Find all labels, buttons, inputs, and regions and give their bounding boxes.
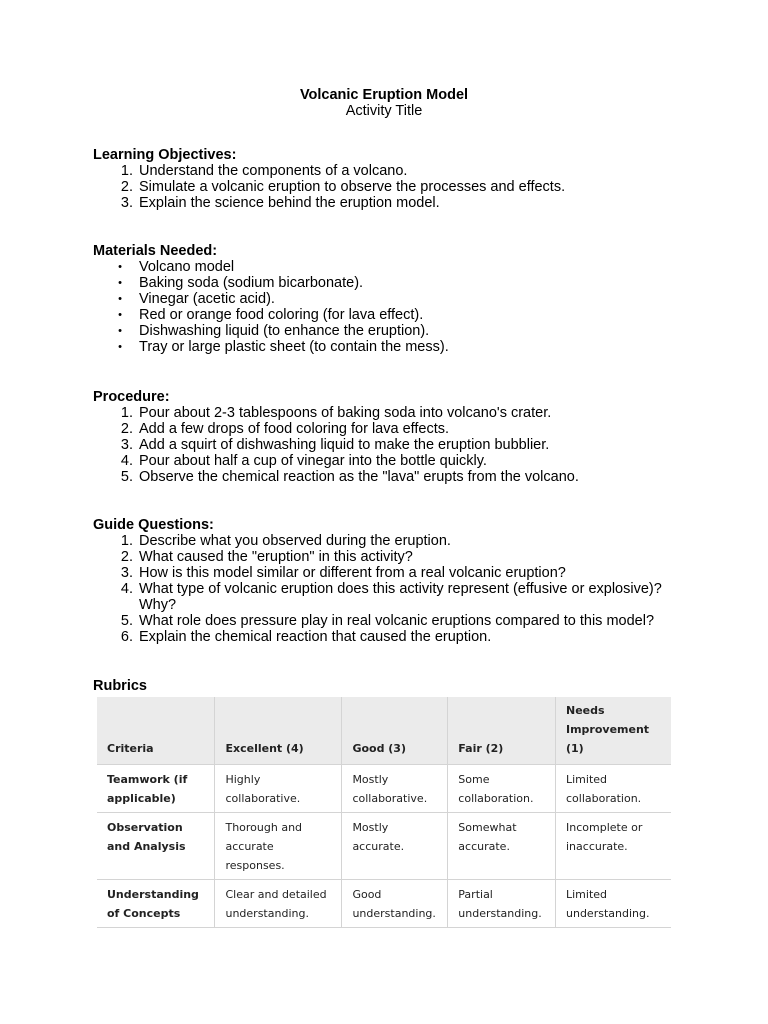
column-header: Needs Improvement (1) bbox=[556, 697, 672, 765]
table-cell: Observation and Analysis bbox=[97, 813, 215, 880]
list-item-text: Explain the science behind the eruption model. bbox=[139, 195, 440, 211]
table-cell: Some collaboration. bbox=[448, 765, 556, 813]
list-number: 2. bbox=[120, 421, 133, 437]
table-cell: Teamwork (if applicable) bbox=[97, 765, 215, 813]
list-number: 1. bbox=[120, 163, 133, 179]
list-item bbox=[93, 163, 693, 179]
section-heading: Procedure: bbox=[93, 389, 170, 405]
list-item-text: Volcano model bbox=[139, 259, 235, 275]
list-item-text: Vinegar (acetic acid). bbox=[139, 291, 275, 307]
materials-section bbox=[93, 243, 693, 355]
table-cell: Mostly accurate. bbox=[342, 813, 448, 880]
list-item bbox=[93, 259, 693, 275]
rubric-table bbox=[97, 697, 671, 928]
list-number: 3. bbox=[120, 437, 133, 453]
list-item bbox=[93, 437, 693, 453]
list-number: 3. bbox=[120, 195, 133, 211]
table-cell: Understanding of Concepts bbox=[97, 880, 215, 928]
list-item bbox=[93, 291, 693, 307]
document-subtitle: Activity Title bbox=[345, 103, 423, 119]
objectives-list bbox=[93, 163, 693, 211]
list-number: 5. bbox=[120, 469, 133, 485]
list-item-text: Explain the chemical reaction that caused the eruption. bbox=[139, 629, 492, 645]
list-item bbox=[93, 421, 693, 437]
list-item bbox=[93, 613, 693, 629]
title-block bbox=[0, 87, 768, 119]
list-number: 3. bbox=[120, 565, 133, 581]
column-header: Excellent (4) bbox=[215, 697, 342, 765]
list-item-text: Pour about 2-3 tablespoons of baking soda into volcano's crater. bbox=[139, 405, 552, 421]
list-item bbox=[93, 179, 693, 195]
list-item bbox=[93, 275, 693, 291]
list-number: 2. bbox=[120, 549, 133, 565]
procedure-list bbox=[93, 405, 693, 485]
list-number: 1. bbox=[120, 533, 133, 549]
guide-questions-section bbox=[93, 517, 693, 645]
list-item-text: Observe the chemical reaction as the "lava" erupts from the volcano. bbox=[139, 469, 579, 485]
list-number: 5. bbox=[120, 613, 133, 629]
table-cell: Somewhat accurate. bbox=[448, 813, 556, 880]
list-number: 4. bbox=[120, 581, 133, 597]
column-header: Criteria bbox=[97, 697, 215, 765]
rubrics-heading: Rubrics bbox=[93, 678, 147, 694]
list-item-text: Describe what you observed during the eruption. bbox=[139, 533, 451, 549]
list-item-text: Add a few drops of food coloring for lava effects. bbox=[139, 421, 450, 437]
list-item bbox=[93, 469, 693, 485]
list-item bbox=[93, 405, 693, 421]
list-item bbox=[93, 533, 693, 549]
table-row bbox=[97, 765, 671, 813]
learning-objectives-section bbox=[93, 147, 693, 211]
bullet-marker: • bbox=[118, 309, 122, 321]
list-item-text: Pour about half a cup of vinegar into the bottle quickly. bbox=[139, 453, 487, 469]
column-header: Fair (2) bbox=[448, 697, 556, 765]
section-heading: Guide Questions: bbox=[93, 517, 214, 533]
section-heading: Materials Needed: bbox=[93, 243, 218, 259]
table-cell: Highly collaborative. bbox=[215, 765, 342, 813]
list-item-text: Red or orange food coloring (for lava effect). bbox=[139, 307, 424, 323]
list-number: 4. bbox=[120, 453, 133, 469]
materials-list bbox=[93, 259, 693, 355]
list-item bbox=[93, 323, 693, 339]
list-item-text: Understand the components of a volcano. bbox=[139, 163, 408, 179]
table-row bbox=[97, 880, 671, 928]
procedure-section bbox=[93, 389, 693, 485]
table-cell: Thorough and accurate responses. bbox=[215, 813, 342, 880]
rubric-header-row bbox=[97, 697, 671, 765]
list-item bbox=[93, 565, 693, 581]
bullet-marker: • bbox=[118, 325, 122, 337]
list-item bbox=[93, 629, 693, 645]
list-item-text: Simulate a volcanic eruption to observe the processes and effects. bbox=[139, 179, 566, 195]
bullet-marker: • bbox=[118, 277, 122, 289]
table-cell: Good understanding. bbox=[342, 880, 448, 928]
table-cell: Limited collaboration. bbox=[556, 765, 672, 813]
table-cell: Partial understanding. bbox=[448, 880, 556, 928]
list-item bbox=[93, 195, 693, 211]
list-number: 6. bbox=[120, 629, 133, 645]
rubric-table-container bbox=[97, 697, 671, 928]
section-heading: Learning Objectives: bbox=[93, 147, 237, 163]
list-item bbox=[93, 307, 693, 323]
table-cell: Mostly collaborative. bbox=[342, 765, 448, 813]
list-number: 1. bbox=[120, 405, 133, 421]
table-cell: Limited understanding. bbox=[556, 880, 672, 928]
table-row bbox=[97, 813, 671, 880]
list-item bbox=[93, 339, 693, 355]
list-number: 2. bbox=[120, 179, 133, 195]
list-item-text: Tray or large plastic sheet (to contain the mess). bbox=[139, 339, 449, 355]
table-cell: Incomplete or inaccurate. bbox=[556, 813, 672, 880]
list-item bbox=[93, 549, 693, 565]
table-cell: Clear and detailed understanding. bbox=[215, 880, 342, 928]
list-item-text: Add a squirt of dishwashing liquid to make the eruption bubblier. bbox=[139, 437, 550, 453]
list-item-text: Baking soda (sodium bicarbonate). bbox=[139, 275, 364, 291]
column-header: Good (3) bbox=[342, 697, 448, 765]
bullet-marker: • bbox=[118, 341, 122, 353]
document-title: Volcanic Eruption Model bbox=[299, 87, 469, 103]
list-item-text: What caused the "eruption" in this activity? bbox=[139, 549, 413, 565]
list-item-text: What type of volcanic eruption does this activity represent (effusive or explosive)? Why? bbox=[139, 581, 662, 613]
list-item bbox=[93, 581, 693, 613]
bullet-marker: • bbox=[118, 293, 122, 305]
list-item bbox=[93, 453, 693, 469]
list-item-text: What role does pressure play in real volcanic eruptions compared to this model? bbox=[139, 613, 655, 629]
bullet-marker: • bbox=[118, 261, 122, 273]
list-item-text: Dishwashing liquid (to enhance the eruption). bbox=[139, 323, 430, 339]
list-item-text: How is this model similar or different from a real volcanic eruption? bbox=[139, 565, 566, 581]
guide-questions-list bbox=[93, 533, 693, 645]
